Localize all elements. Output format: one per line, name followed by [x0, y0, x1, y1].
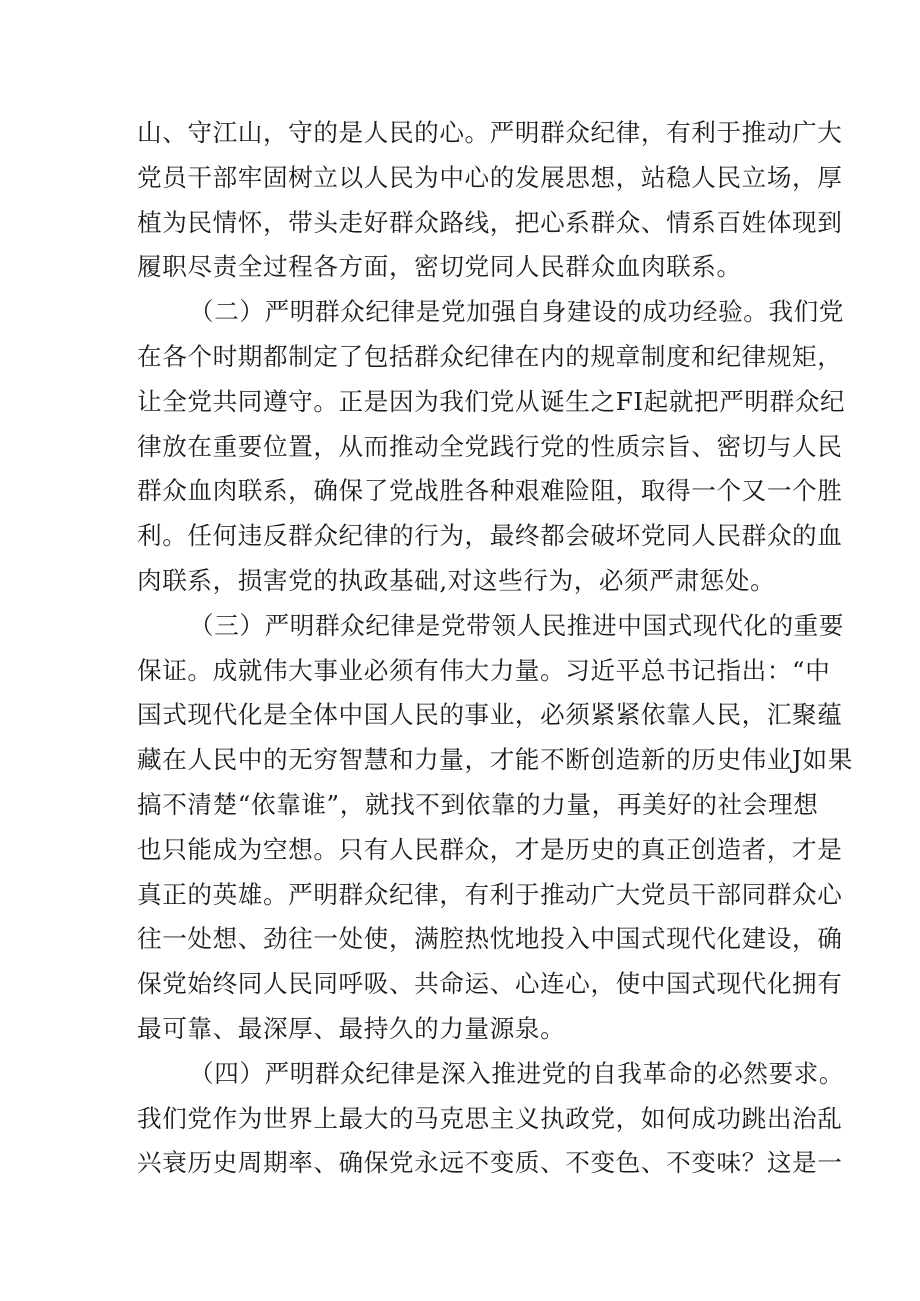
- text-line-14: 国式现代化是全体中国人民的事业，必须紧紧依靠人民，汇聚蕴: [137, 700, 843, 729]
- text-line-10: 利。任何违反群众纪律的行为，最终都会破坏党同人民群众的血: [137, 521, 843, 550]
- text-line-24: 兴衰历史周期率、确保党永远不变质、不变色、不变味？这是一: [137, 1148, 843, 1177]
- text-line-4: 履职尽责全过程各方面，密切党同人民群众血肉联系。: [137, 252, 742, 281]
- text-line-20: 保党始终同人民同呼吸、共命运、心连心，使中国式现代化拥有: [137, 969, 843, 998]
- text-line-2: 党员干部牢固树立以人民为中心的发展思想，站稳人民立场，厚: [137, 163, 843, 192]
- text-line-19: 往一处想、劲往一处使，满腔热忱地投入中国式现代化建设，确: [137, 924, 843, 953]
- text-line-6: 在各个时期都制定了包括群众纪律在内的规章制度和纪律规矩，: [137, 342, 843, 371]
- text-line-16: 搞不清楚“依靠谁”，就找不到依靠的力量，再美好的社会理想: [137, 790, 819, 819]
- text-line-23: 我们党作为世界上最大的马克思主义执政党，如何成功跳出治乱: [137, 1104, 843, 1133]
- text-line-8: 律放在重要位置，从而推动全党践行党的性质宗旨、密切与人民: [137, 432, 843, 461]
- text-line-17: 也只能成为空想。只有人民群众，才是历史的真正创造者，才是: [137, 835, 843, 864]
- text-line-7: 让全党共同遵守。正是因为我们党从诞生之FI起就把严明群众纪: [137, 387, 846, 416]
- paragraph-4-first-line: （四）严明群众纪律是深入推进党的自我革命的必然要求。: [189, 1059, 845, 1088]
- paragraph-2-first-line: （二）严明群众纪律是党加强自身建设的成功经验。我们党: [189, 297, 845, 326]
- text-line-11: 肉联系，损害党的执政基础,对这些行为，必须严肃惩处。: [137, 566, 776, 595]
- text-line-1: 山、守江山，守的是人民的心。严明群众纪律，有利于推动广大: [137, 118, 843, 147]
- text-line-9: 群众血肉联系，确保了党战胜各种艰难险阻，取得一个又一个胜: [137, 476, 843, 505]
- text-line-21: 最可靠、最深厚、最持久的力量源泉。: [137, 1014, 566, 1043]
- text-line-13: 保证。成就伟大事业必须有伟大力量。习近平总书记指出：“中: [137, 656, 831, 685]
- text-line-15: 藏在人民中的无穷智慧和力量，才能不断创造新的历史伟业J如果: [137, 745, 853, 774]
- text-line-3: 植为民情怀，带头走好群众路线，把心系群众、情系百姓体现到: [137, 208, 843, 237]
- paragraph-3-first-line: （三）严明群众纪律是党带领人民推进中国式现代化的重要: [189, 611, 845, 640]
- text-line-18: 真正的英雄。严明群众纪律，有利于推动广大党员干部同群众心: [137, 880, 843, 909]
